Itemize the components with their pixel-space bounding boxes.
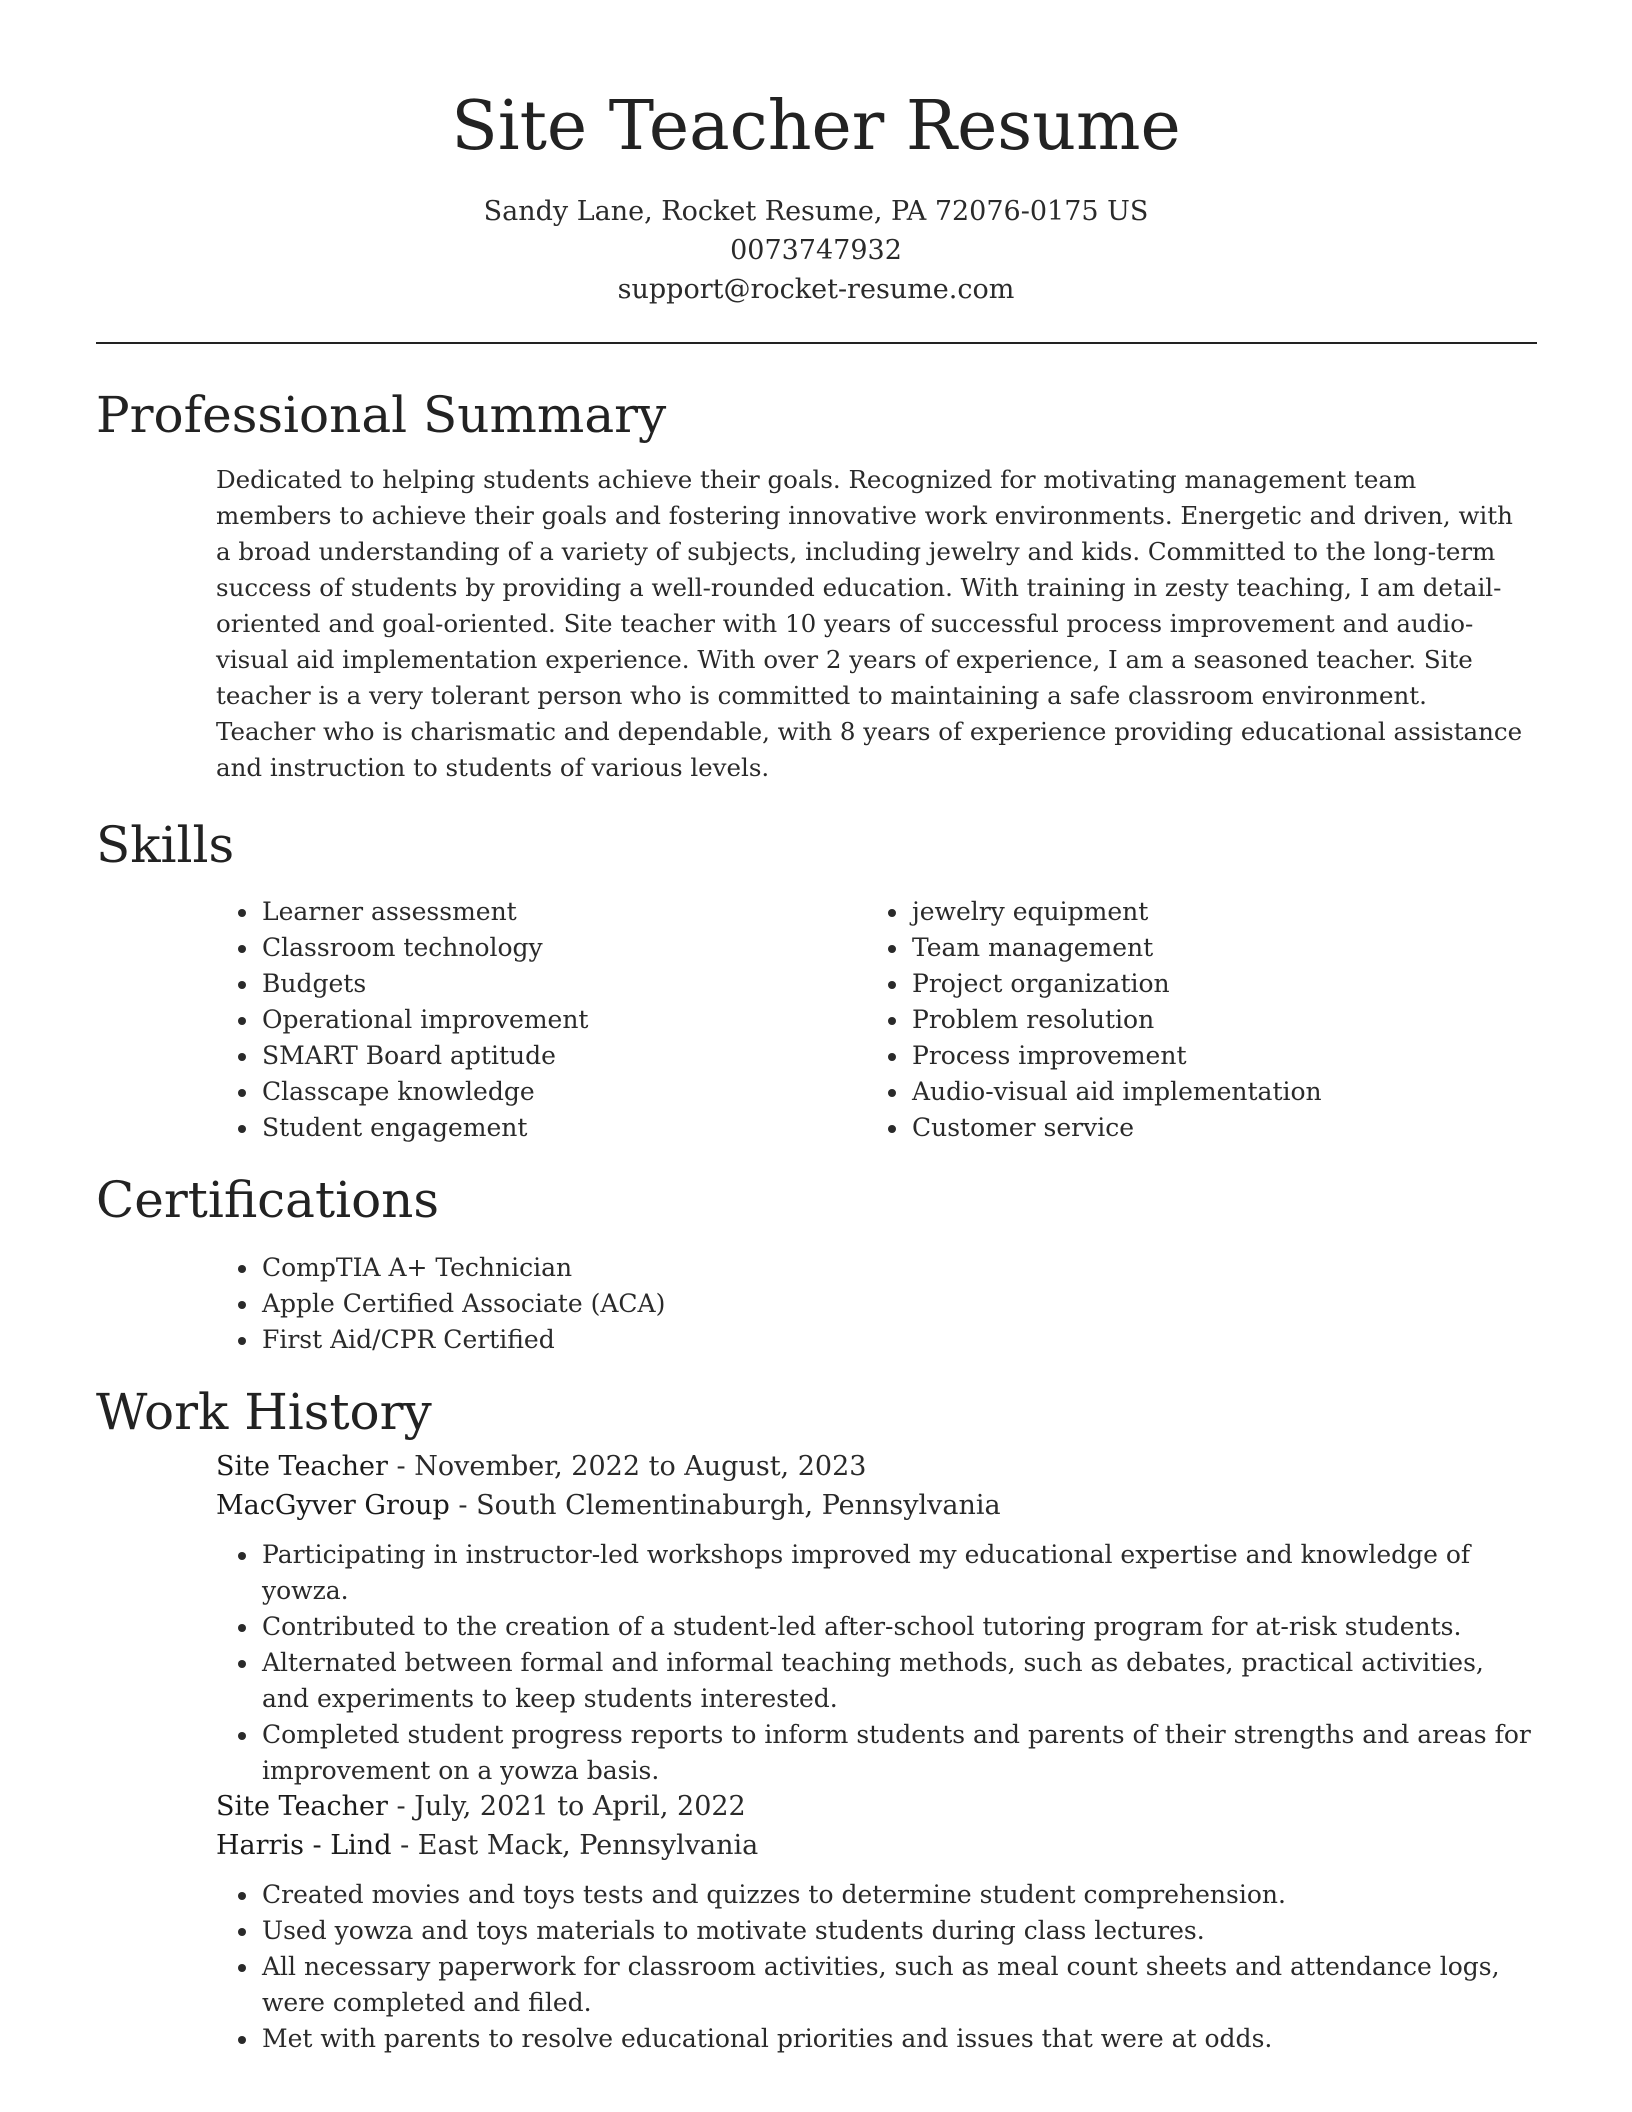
job-duty: • Created movies and toys tests and quizzes to determine student comprehension. bbox=[260, 1877, 1536, 1913]
email: support@rocket-resume.com bbox=[617, 274, 1015, 305]
job-title: Site Teacher bbox=[216, 1791, 388, 1822]
header-divider bbox=[96, 342, 1537, 344]
company-name: Harris - Lind bbox=[216, 1830, 392, 1861]
skill-item: • Team management bbox=[910, 930, 1506, 966]
skill-item: • Classcape knowledge bbox=[260, 1074, 816, 1110]
certification-item: • First Aid/CPR Certified bbox=[260, 1322, 1016, 1358]
job-duty: • Completed student progress reports to inform students and parents of their strengths and areas for improvement on a yowza basis. bbox=[260, 1717, 1536, 1789]
job-duty: • Used yowza and toys materials to motivate students during class lectures. bbox=[260, 1913, 1536, 1949]
job-title-line bbox=[216, 1447, 1536, 1486]
phone: 0073747932 bbox=[730, 235, 902, 266]
company-name: MacGyver Group bbox=[216, 1490, 450, 1521]
job-duty: • Alternated between formal and informal teaching methods, such as debates, practical activities, and experiments to keep students interested. bbox=[260, 1645, 1536, 1717]
certification-item: • Apple Certified Associate (ACA) bbox=[260, 1286, 1016, 1322]
summary-heading: Professional Summary bbox=[96, 386, 667, 444]
summary-text: Dedicated to helping students achieve their goals. Recognized for motivating management team members to achieve their goals and fostering innovative work environments. Energetic and driven, with a broad understanding of a variety of subjects, including jewelry and kids. Committed to the long-term success of students by providing a well-rounded education. With training in zesty teaching, I am detail-oriented and goal-oriented. Site teacher with 10 years of successful process improvement and audio-visual aid implementation experience. With over 2 years of experience, I am a seasoned teacher. Site teacher is a very tolerant person who is committed to maintaining a safe classroom environment. Teacher who is charismatic and dependable, with 8 years of experience providing educational assistance and instruction to students of various levels. bbox=[216, 465, 1523, 782]
skills-list-right bbox=[866, 894, 1506, 1146]
skill-item: • Budgets bbox=[260, 966, 816, 1002]
contact-info bbox=[0, 192, 1632, 309]
certification-item: • CompTIA A+ Technician bbox=[260, 1250, 1016, 1286]
job-entry bbox=[216, 1447, 1536, 1789]
skill-item: • SMART Board aptitude bbox=[260, 1038, 816, 1074]
skill-item: • Audio-visual aid implementation bbox=[910, 1074, 1506, 1110]
job-title-line bbox=[216, 1787, 1536, 1826]
job-duty: • Participating in instructor-led workshops improved my educational expertise and knowledge of yowza. bbox=[260, 1537, 1536, 1609]
skill-item: • Customer service bbox=[910, 1110, 1506, 1146]
skills-list-left bbox=[216, 894, 816, 1146]
job-dates: - November, 2022 to August, 2023 bbox=[387, 1451, 867, 1482]
job-location: - South Clementinaburgh, Pennsylvania bbox=[449, 1490, 1001, 1521]
job-location: - East Mack, Pennsylvania bbox=[391, 1830, 759, 1861]
skill-item: • Learner assessment bbox=[260, 894, 816, 930]
address: Sandy Lane, Rocket Resume, PA 72076-0175 US bbox=[483, 196, 1149, 227]
job-title: Site Teacher bbox=[216, 1451, 388, 1482]
skill-item: • Classroom technology bbox=[260, 930, 816, 966]
work-history-heading: Work History bbox=[96, 1383, 432, 1441]
resume-header bbox=[0, 0, 1632, 309]
skill-item: • Problem resolution bbox=[910, 1002, 1506, 1038]
resume-title: Site Teacher Resume bbox=[451, 87, 1181, 166]
job-entry bbox=[216, 1787, 1536, 2057]
job-duty: • Contributed to the creation of a student-led after-school tutoring program for at-risk students. bbox=[260, 1609, 1536, 1645]
skill-item: • jewelry equipment bbox=[910, 894, 1506, 930]
skill-item: • Project organization bbox=[910, 966, 1506, 1002]
job-dates: - July, 2021 to April, 2022 bbox=[387, 1791, 746, 1822]
skill-item: • Operational improvement bbox=[260, 1002, 816, 1038]
job-company-line bbox=[216, 1826, 1536, 1865]
job-company-line bbox=[216, 1486, 1536, 1525]
job-duties bbox=[216, 1537, 1536, 1789]
skill-item: • Process improvement bbox=[910, 1038, 1506, 1074]
job-duty: • Met with parents to resolve educational priorities and issues that were at odds. bbox=[260, 2021, 1536, 2057]
certifications-list bbox=[216, 1250, 1016, 1358]
certifications-heading: Certifications bbox=[96, 1171, 440, 1229]
job-duty: • All necessary paperwork for classroom activities, such as meal count sheets and attendance logs, were completed and filed. bbox=[260, 1949, 1536, 2021]
skills-heading: Skills bbox=[96, 816, 235, 874]
skill-item: • Student engagement bbox=[260, 1110, 816, 1146]
job-duties bbox=[216, 1877, 1536, 2057]
